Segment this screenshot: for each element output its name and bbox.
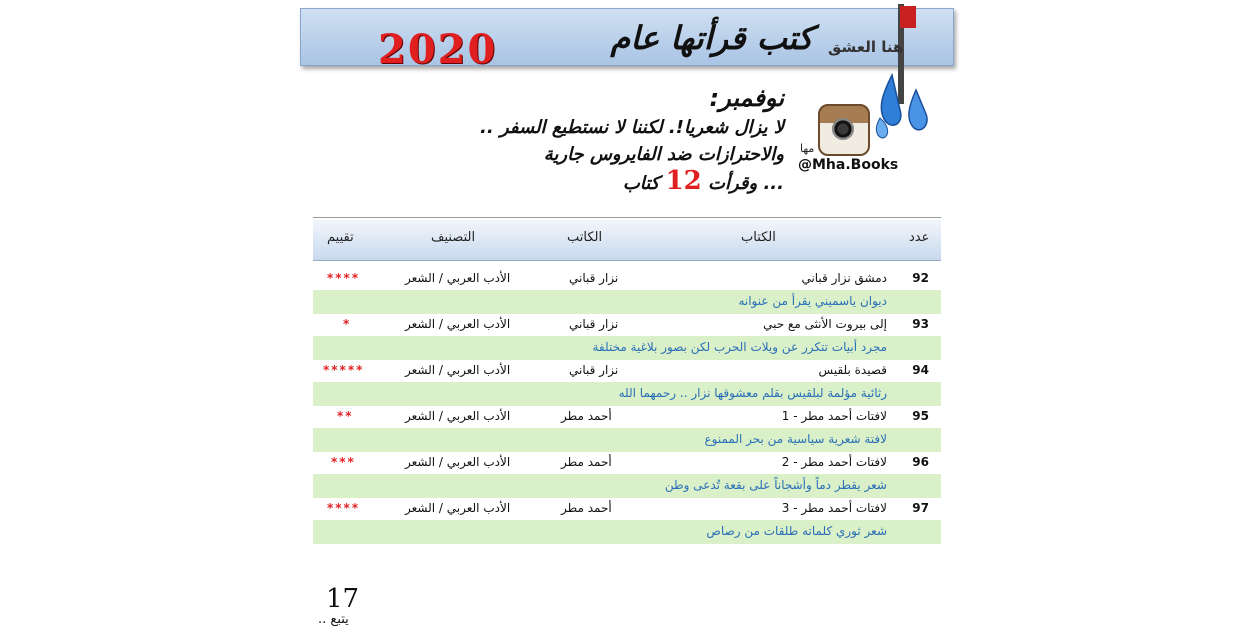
banner-title: كتب قرأتها عام xyxy=(610,19,813,57)
table-row xyxy=(313,498,941,520)
row-book: إلى بيروت الأنثى مع حبي xyxy=(763,317,887,331)
intro-block xyxy=(480,84,784,197)
header-category: التصنيف xyxy=(431,230,476,245)
logo-text: هنا العشق xyxy=(828,38,904,56)
row-rating: * xyxy=(343,317,352,331)
row-number: 93 xyxy=(912,317,929,331)
row-author: نزار قباني xyxy=(569,271,619,285)
water-drops-icon xyxy=(872,70,932,140)
intro-line-2: والاحترازات ضد الفايروس جارية xyxy=(543,144,784,165)
row-book: لافتات أحمد مطر - 1 xyxy=(781,409,887,423)
table-row-note xyxy=(313,428,941,452)
row-author: نزار قباني xyxy=(569,317,619,331)
header-author: الكاتب xyxy=(567,230,603,245)
row-rating: ***** xyxy=(323,363,365,377)
table-row-note xyxy=(313,290,941,314)
table-header xyxy=(313,220,941,261)
row-book: لافتات أحمد مطر - 2 xyxy=(781,455,887,469)
row-category: الأدب العربي / الشعر xyxy=(405,271,511,285)
table-row xyxy=(313,406,941,428)
row-rating: **** xyxy=(327,501,361,515)
intro-line-1: لا يزال شعريا!. لكننا لا نستطيع السفر .. xyxy=(480,117,784,138)
row-author: أحمد مطر xyxy=(561,409,612,423)
table-row-note xyxy=(313,474,941,498)
intro-line-3 xyxy=(480,168,784,197)
table-row xyxy=(313,452,941,474)
continues-label: يتبع .. xyxy=(318,612,349,627)
books-table-body xyxy=(313,268,941,544)
row-author: أحمد مطر xyxy=(561,501,612,515)
instagram-icon xyxy=(818,104,870,156)
table-row xyxy=(313,268,941,290)
row-note: شعر يقطر دماً وأشجاناً على بقعة تُدعى وطن xyxy=(664,478,887,492)
row-author: أحمد مطر xyxy=(561,455,612,469)
table-row-note xyxy=(313,336,941,360)
row-rating: **** xyxy=(327,271,361,285)
header-count: عدد xyxy=(909,230,930,245)
header-rating: تقييم xyxy=(327,230,354,245)
row-author: نزار قباني xyxy=(569,363,619,377)
row-note: لافتة شعرية سياسية من بحر الممنوع xyxy=(704,432,887,446)
row-note: شعر ثوري كلماته طلقات من رصاص xyxy=(706,524,887,538)
row-number: 97 xyxy=(912,501,929,515)
table-row-note xyxy=(313,382,941,406)
instagram-name: مها xyxy=(800,142,815,155)
page-number: 17 xyxy=(326,584,360,614)
banner-year: 2020 xyxy=(378,26,498,73)
logo-flag-icon xyxy=(900,6,916,28)
header-book: الكتاب xyxy=(741,230,776,245)
row-note: رثائية مؤلمة لبلقيس بقلم معشوقها نزار .. رحمهما الله xyxy=(618,386,887,400)
books-count: 12 xyxy=(665,166,702,196)
row-book: دمشق نزار قباني xyxy=(801,271,887,285)
row-number: 92 xyxy=(912,271,929,285)
table-row xyxy=(313,360,941,382)
row-rating: ** xyxy=(337,409,354,423)
row-category: الأدب العربي / الشعر xyxy=(405,363,511,377)
table-row xyxy=(313,314,941,336)
row-category: الأدب العربي / الشعر xyxy=(405,455,511,469)
row-number: 94 xyxy=(912,363,929,377)
row-rating: *** xyxy=(331,455,356,469)
intro-line-3-suffix: كتاب xyxy=(622,173,660,194)
instagram-handle: @Mha.Books xyxy=(798,157,899,173)
table-top-rule xyxy=(313,217,941,218)
row-note: مجرد أبيات تتكرر عن ويلات الحرب لكن بصور بلاغية مختلفة xyxy=(592,340,887,354)
table-row-note xyxy=(313,520,941,544)
row-book: قصيدة بلقيس xyxy=(818,363,887,377)
row-note: ديوان ياسميني يقرأ من عنوانه xyxy=(738,294,887,308)
row-number: 95 xyxy=(912,409,929,423)
camera-lens-icon xyxy=(832,118,854,140)
row-book: لافتات أحمد مطر - 3 xyxy=(781,501,887,515)
month-heading: نوفمبر: xyxy=(709,84,784,112)
row-number: 96 xyxy=(912,455,929,469)
row-category: الأدب العربي / الشعر xyxy=(405,317,511,331)
row-category: الأدب العربي / الشعر xyxy=(405,409,511,423)
row-category: الأدب العربي / الشعر xyxy=(405,501,511,515)
intro-line-3-prefix: ... وقرأت xyxy=(708,173,784,194)
